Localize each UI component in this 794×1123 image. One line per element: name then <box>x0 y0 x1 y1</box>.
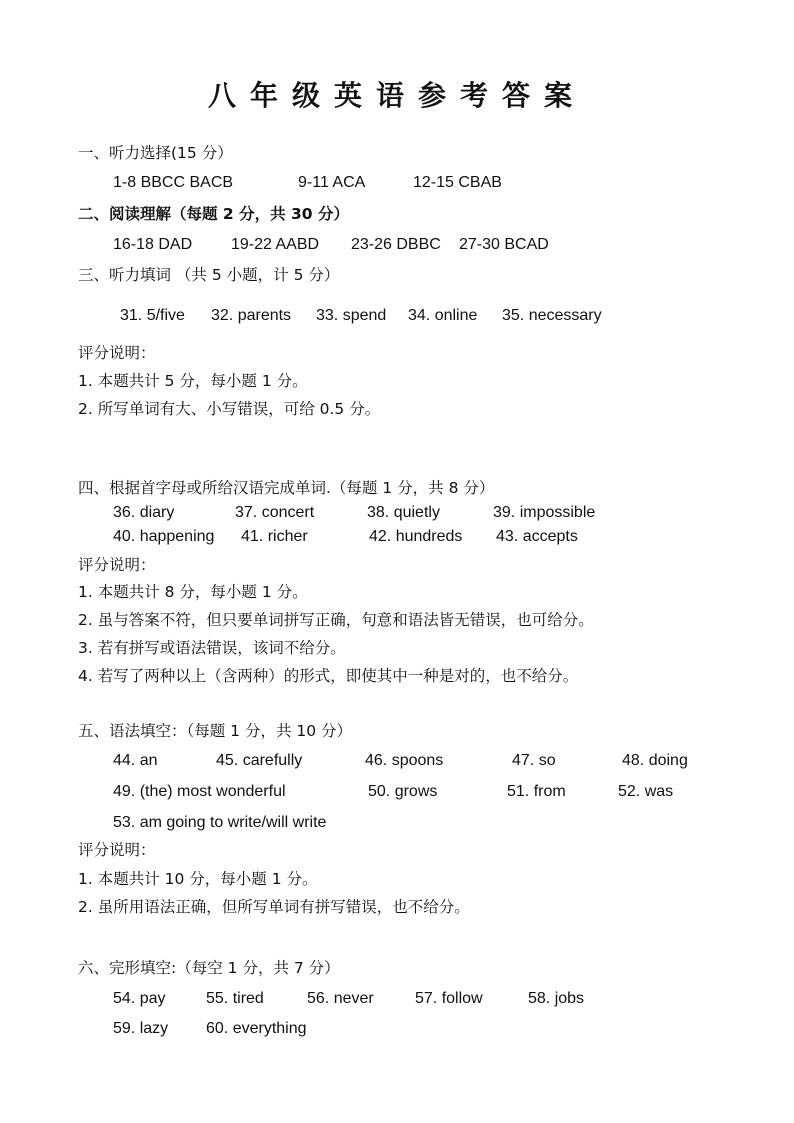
answer: 55. tired <box>206 990 264 1007</box>
answer: 32. parents <box>211 307 292 324</box>
answer: 43. accepts <box>496 528 578 545</box>
answer: 16-18 DAD <box>113 236 193 253</box>
answer: 31. 5/five <box>120 307 185 324</box>
answer: 57. follow <box>415 990 483 1007</box>
answer: 53. am going to write/will write <box>113 814 327 831</box>
answer: 40. happening <box>113 528 215 545</box>
answer: 41. richer <box>241 528 308 545</box>
scoring-note: 4. 若写了两种以上（含两种）的形式，即使其中一种是对的，也不给分。 <box>78 667 579 685</box>
answer: 52. was <box>618 783 674 800</box>
answer: 19-22 AABD <box>231 236 320 253</box>
answer: 56. never <box>307 990 374 1007</box>
scoring-note: 1. 本题共计 10 分，每小题 1 分。 <box>78 870 318 888</box>
answer: 46. spoons <box>365 752 444 769</box>
answer: 39. impossible <box>493 504 596 521</box>
page-title: 八年级英语参考答案 <box>207 79 586 112</box>
answer: 60. everything <box>206 1020 307 1037</box>
scoring-notes-label: 评分说明： <box>78 841 156 859</box>
answer: 47. so <box>512 752 556 769</box>
answer: 50. grows <box>368 783 438 800</box>
answer: 37. concert <box>235 504 315 521</box>
answer: 38. quietly <box>367 504 440 521</box>
section-2-heading: 二、阅读理解（每题 2 分，共 30 分） <box>78 205 349 223</box>
answer: 59. lazy <box>113 1020 169 1037</box>
answer: 58. jobs <box>528 990 585 1007</box>
answer: 33. spend <box>316 307 387 324</box>
section-6-heading: 六、完形填空:（每空 1 分，共 7 分） <box>78 959 340 977</box>
answer: 44. an <box>113 752 158 769</box>
section-1-heading: 一、听力选择(15 分） <box>78 144 233 162</box>
answer: 42. hundreds <box>369 528 463 545</box>
answer: 45. carefully <box>216 752 303 769</box>
scoring-note: 3. 若有拼写或语法错误，该词不给分。 <box>78 639 346 657</box>
scoring-note: 1. 本题共计 8 分，每小题 1 分。 <box>78 583 308 601</box>
section-4-heading: 四、根据首字母或所给汉语完成单词.（每题 1 分，共 8 分） <box>78 479 495 497</box>
scoring-note: 1. 本题共计 5 分，每小题 1 分。 <box>78 372 308 390</box>
answer: 54. pay <box>113 990 166 1007</box>
answer: 12-15 CBAB <box>413 174 502 191</box>
section-5-heading: 五、语法填空：（每题 1 分，共 10 分） <box>78 722 353 740</box>
answer: 9-11 ACA <box>298 174 366 191</box>
answer: 34. online <box>408 307 478 324</box>
scoring-note: 2. 虽与答案不符，但只要单词拼写正确，句意和语法皆无错误，也可给分。 <box>78 611 594 629</box>
answer: 49. (the) most wonderful <box>113 783 286 800</box>
answer: 51. from <box>507 783 566 800</box>
scoring-notes-label: 评分说明： <box>78 344 156 362</box>
scoring-note: 2. 虽所用语法正确，但所写单词有拼写错误，也不给分。 <box>78 898 470 916</box>
scoring-notes-label: 评分说明： <box>78 556 156 574</box>
answer: 48. doing <box>622 752 688 769</box>
answer: 27-30 BCAD <box>459 236 549 253</box>
answer: 35. necessary <box>502 307 602 324</box>
answer: 23-26 DBBC <box>351 236 441 253</box>
answer: 1-8 BBCC BACB <box>113 174 234 191</box>
answer: 36. diary <box>113 504 175 521</box>
scoring-note: 2. 所写单词有大、小写错误，可给 0.5 分。 <box>78 400 381 418</box>
section-3-heading: 三、听力填词 （共 5 小题，计 5 分） <box>78 266 340 284</box>
